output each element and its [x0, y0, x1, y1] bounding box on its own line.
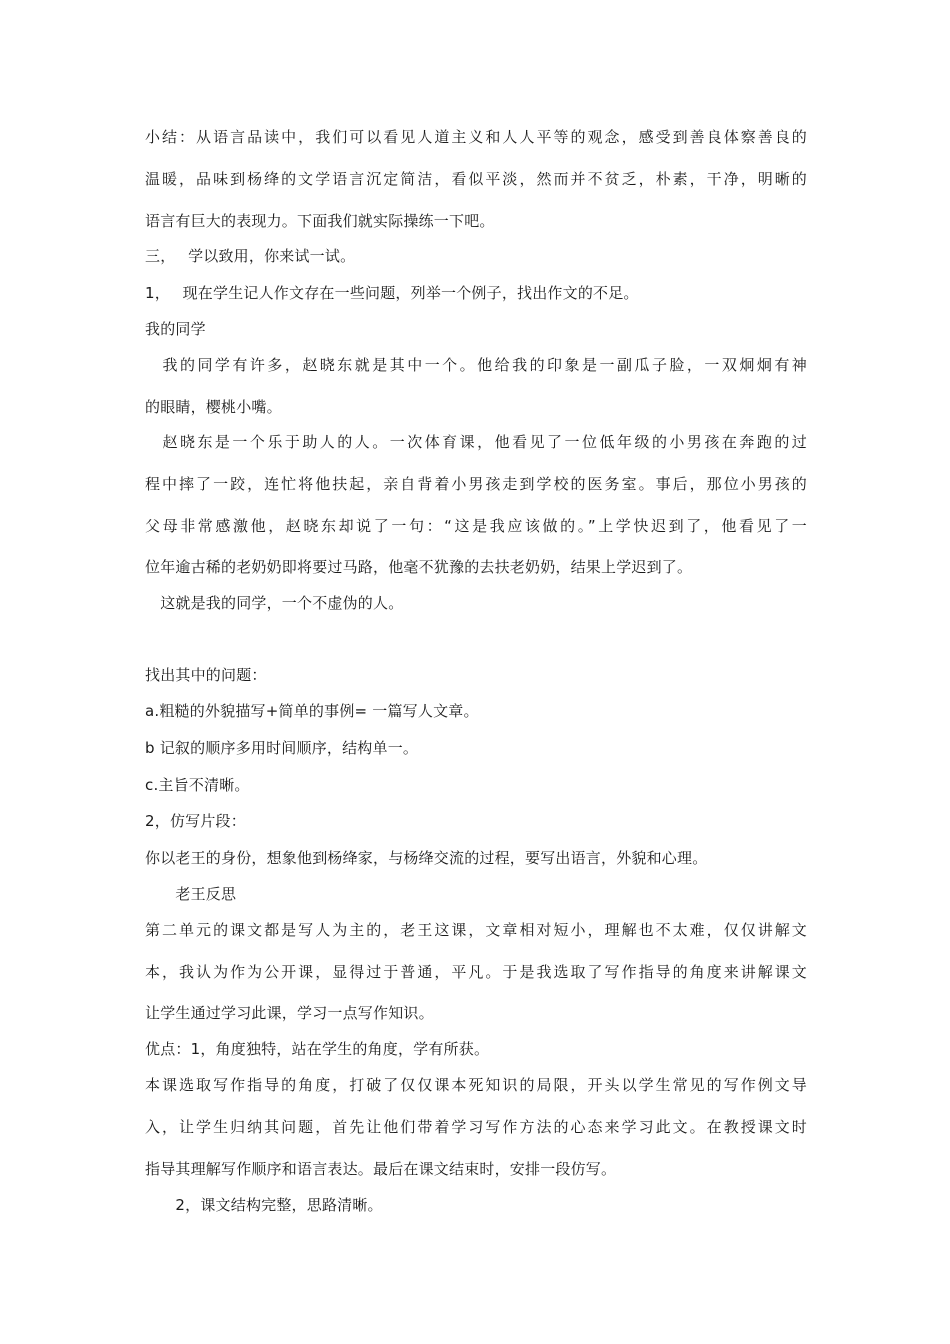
item-one-heading: 1， 现在学生记人作文存在一些问题，列举一个例子，找出作文的不足。	[145, 284, 639, 302]
essay-para2-line-1: 赵晓东是一个乐于助人的人。一次体育课，他看见了一位低年级的小男孩在奔跑的过	[145, 433, 807, 451]
reflection-title: 老王反思	[145, 885, 237, 903]
essay-para1-line-2: 的眼睛，樱桃小嘴。	[145, 398, 282, 416]
summary-line-1: 小结：从语言品读中，我们可以看见人道主义和人人平等的观念，感受到善良体察善良的	[145, 128, 807, 146]
advantage-line-3: 指导其理解写作顺序和语言表达。最后在课文结束时，安排一段仿写。	[145, 1160, 617, 1178]
advantage-two-heading: 2，课文结构完整，思路清晰。	[145, 1196, 383, 1214]
problem-b: b 记叙的顺序多用时间顺序，结构单一。	[145, 739, 419, 757]
summary-line-2: 温暖，品味到杨绛的文学语言沉定简洁，看似平淡，然而并不贫乏，朴素，干净，明晰的	[145, 170, 807, 188]
problem-c: c.主旨不清晰。	[145, 776, 250, 794]
example-essay-title: 我的同学	[145, 320, 206, 338]
essay-para1-line-1: 我的同学有许多，赵晓东就是其中一个。他给我的印象是一副瓜子脸，一双炯炯有神	[145, 356, 807, 374]
advantage-one-heading: 优点：1，角度独特，站在学生的角度，学有所获。	[145, 1040, 490, 1058]
item-two-heading: 2，仿写片段：	[145, 812, 246, 830]
imitation-task: 你以老王的身份，想象他到杨绛家，与杨绛交流的过程，要写出语言，外貌和心理。	[145, 849, 708, 867]
essay-para2-line-3: 父母非常感激他，赵晓东却说了一句：“这是我应该做的。”上学快迟到了，他看见了一	[145, 517, 807, 535]
essay-para2-line-2: 程中摔了一跤，连忙将他扶起，亲自背着小男孩走到学校的医务室。事后，那位小男孩的	[145, 475, 807, 493]
problem-a: a.粗糙的外貌描写+简单的事例= 一篇写人文章。	[145, 702, 479, 720]
advantage-line-1: 本课选取写作指导的角度，打破了仅仅课本死知识的局限，开头以学生常见的写作例文导	[145, 1076, 807, 1094]
problems-heading: 找出其中的问题：	[145, 666, 267, 684]
essay-para2-line-4: 位年逾古稀的老奶奶即将要过马路，他毫不犹豫的去扶老奶奶，结果上学迟到了。	[145, 558, 693, 576]
section-three-heading: 三， 学以致用，你来试一试。	[145, 247, 356, 265]
advantage-line-2: 入，让学生归纳其问题，首先让他们带着学习写作方法的心态来学习此文。在教授课文时	[145, 1118, 807, 1136]
reflection-line-1: 第二单元的课文都是写人为主的，老王这课，文章相对短小，理解也不太难，仅仅讲解文	[145, 921, 807, 939]
summary-line-3: 语言有巨大的表现力。下面我们就实际操练一下吧。	[145, 212, 495, 230]
reflection-line-3: 让学生通过学习此课，学习一点写作知识。	[145, 1004, 434, 1022]
essay-para3-line-1: 这就是我的同学，一个不虚伪的人。	[145, 594, 404, 612]
reflection-line-2: 本，我认为作为公开课，显得过于普通，平凡。于是我选取了写作指导的角度来讲解课文	[145, 963, 807, 981]
